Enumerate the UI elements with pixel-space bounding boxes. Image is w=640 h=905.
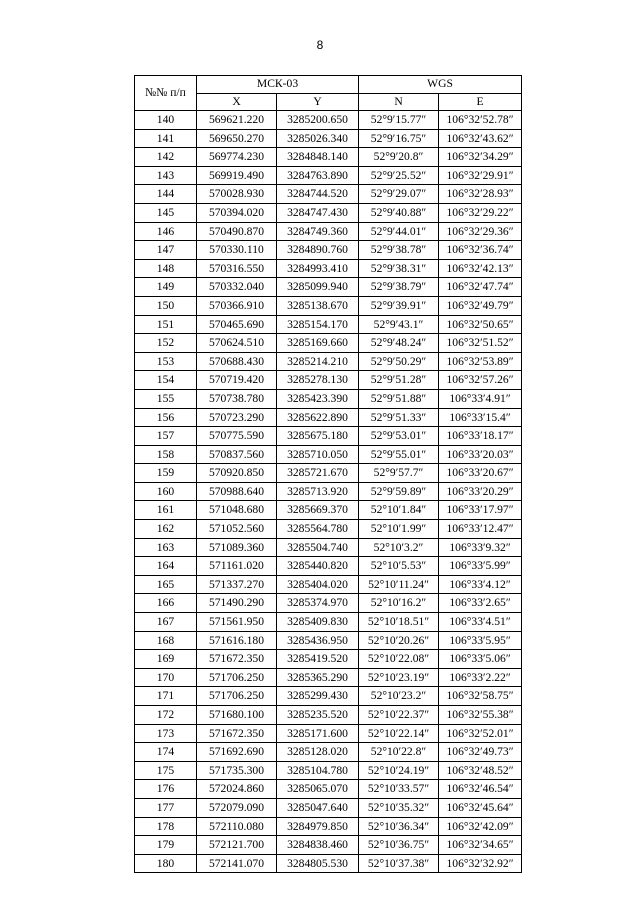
cell-x: 571490.290 bbox=[197, 594, 277, 613]
cell-y: 3285235.520 bbox=[277, 706, 359, 725]
cell-y: 3285409.830 bbox=[277, 613, 359, 632]
cell-y: 3285047.640 bbox=[277, 798, 359, 817]
cell-x: 571672.350 bbox=[197, 724, 277, 743]
cell-n: 52°10′16.2″ bbox=[359, 594, 439, 613]
cell-x: 570775.590 bbox=[197, 427, 277, 446]
cell-row-number: 163 bbox=[135, 538, 197, 557]
cell-e: 106°32′51.52″ bbox=[439, 334, 522, 353]
table-row bbox=[135, 631, 522, 650]
cell-x: 569650.270 bbox=[197, 129, 277, 148]
cell-n: 52°9′59.89″ bbox=[359, 482, 439, 501]
cell-x: 571561.950 bbox=[197, 613, 277, 632]
cell-row-number: 150 bbox=[135, 296, 197, 315]
cell-x: 571680.100 bbox=[197, 706, 277, 725]
cell-e: 106°33′4.51″ bbox=[439, 613, 522, 632]
cell-y: 3285669.370 bbox=[277, 501, 359, 520]
cell-x: 570332.040 bbox=[197, 278, 277, 297]
table-header bbox=[135, 76, 522, 111]
table-row bbox=[135, 650, 522, 669]
cell-y: 3285169.660 bbox=[277, 334, 359, 353]
table-row bbox=[135, 594, 522, 613]
coordinates-table bbox=[134, 75, 522, 873]
cell-x: 572079.090 bbox=[197, 798, 277, 817]
cell-e: 106°32′34.29″ bbox=[439, 148, 522, 167]
table-row bbox=[135, 445, 522, 464]
cell-row-number: 172 bbox=[135, 706, 197, 725]
cell-row-number: 151 bbox=[135, 315, 197, 334]
cell-e: 106°33′20.03″ bbox=[439, 445, 522, 464]
cell-x: 570366.910 bbox=[197, 296, 277, 315]
cell-y: 3285299.430 bbox=[277, 687, 359, 706]
cell-e: 106°32′46.54″ bbox=[439, 780, 522, 799]
cell-y: 3284838.460 bbox=[277, 836, 359, 855]
cell-row-number: 162 bbox=[135, 520, 197, 539]
cell-y: 3285440.820 bbox=[277, 557, 359, 576]
cell-y: 3285154.170 bbox=[277, 315, 359, 334]
cell-n: 52°10′33.57″ bbox=[359, 780, 439, 799]
table-row bbox=[135, 798, 522, 817]
cell-x: 570028.930 bbox=[197, 185, 277, 204]
cell-e: 106°33′18.17″ bbox=[439, 427, 522, 446]
cell-row-number: 153 bbox=[135, 352, 197, 371]
cell-e: 106°32′53.89″ bbox=[439, 352, 522, 371]
cell-x: 572024.860 bbox=[197, 780, 277, 799]
cell-row-number: 171 bbox=[135, 687, 197, 706]
cell-e: 106°33′20.67″ bbox=[439, 464, 522, 483]
cell-n: 52°9′50.29″ bbox=[359, 352, 439, 371]
cell-y: 3284763.890 bbox=[277, 166, 359, 185]
cell-x: 570330.110 bbox=[197, 241, 277, 260]
cell-x: 570988.640 bbox=[197, 482, 277, 501]
cell-x: 570738.780 bbox=[197, 389, 277, 408]
cell-e: 106°33′2.65″ bbox=[439, 594, 522, 613]
cell-x: 571048.680 bbox=[197, 501, 277, 520]
cell-n: 52°9′20.8″ bbox=[359, 148, 439, 167]
table-row bbox=[135, 836, 522, 855]
table-body bbox=[135, 111, 522, 873]
table-row bbox=[135, 408, 522, 427]
table-row bbox=[135, 427, 522, 446]
cell-row-number: 180 bbox=[135, 854, 197, 873]
cell-n: 52°9′25.52″ bbox=[359, 166, 439, 185]
cell-n: 52°9′57.7″ bbox=[359, 464, 439, 483]
cell-y: 3285374.970 bbox=[277, 594, 359, 613]
cell-row-number: 177 bbox=[135, 798, 197, 817]
cell-n: 52°9′43.1″ bbox=[359, 315, 439, 334]
cell-row-number: 147 bbox=[135, 241, 197, 260]
cell-e: 106°32′45.64″ bbox=[439, 798, 522, 817]
cell-e: 106°33′20.29″ bbox=[439, 482, 522, 501]
cell-y: 3285436.950 bbox=[277, 631, 359, 650]
page-number: 8 bbox=[316, 38, 324, 52]
cell-e: 106°32′43.62″ bbox=[439, 129, 522, 148]
cell-y: 3284848.140 bbox=[277, 148, 359, 167]
header-msk03: МСК-03 bbox=[197, 76, 359, 94]
table-row bbox=[135, 166, 522, 185]
cell-row-number: 152 bbox=[135, 334, 197, 353]
cell-e: 106°32′28.93″ bbox=[439, 185, 522, 204]
cell-x: 571052.560 bbox=[197, 520, 277, 539]
cell-n: 52°9′38.31″ bbox=[359, 259, 439, 278]
cell-y: 3285099.940 bbox=[277, 278, 359, 297]
cell-y: 3285200.650 bbox=[277, 111, 359, 130]
cell-n: 52°9′55.01″ bbox=[359, 445, 439, 464]
table-row bbox=[135, 185, 522, 204]
cell-x: 570837.560 bbox=[197, 445, 277, 464]
cell-row-number: 178 bbox=[135, 817, 197, 836]
cell-e: 106°32′58.75″ bbox=[439, 687, 522, 706]
cell-x: 572121.700 bbox=[197, 836, 277, 855]
table-row bbox=[135, 129, 522, 148]
header-row-number: №№ п/п bbox=[135, 76, 197, 111]
cell-n: 52°9′48.24″ bbox=[359, 334, 439, 353]
cell-x: 569621.220 bbox=[197, 111, 277, 130]
cell-e: 106°33′4.12″ bbox=[439, 575, 522, 594]
cell-n: 52°9′29.07″ bbox=[359, 185, 439, 204]
cell-e: 106°32′57.26″ bbox=[439, 371, 522, 390]
cell-row-number: 159 bbox=[135, 464, 197, 483]
cell-y: 3285675.180 bbox=[277, 427, 359, 446]
cell-n: 52°10′23.2″ bbox=[359, 687, 439, 706]
cell-row-number: 164 bbox=[135, 557, 197, 576]
cell-x: 571616.180 bbox=[197, 631, 277, 650]
table-row bbox=[135, 501, 522, 520]
cell-n: 52°9′44.01″ bbox=[359, 222, 439, 241]
cell-y: 3285065.070 bbox=[277, 780, 359, 799]
cell-row-number: 176 bbox=[135, 780, 197, 799]
header-y: Y bbox=[277, 93, 359, 111]
header-x: X bbox=[197, 93, 277, 111]
cell-n: 52°10′20.26″ bbox=[359, 631, 439, 650]
cell-n: 52°10′3.2″ bbox=[359, 538, 439, 557]
table-row bbox=[135, 111, 522, 130]
cell-y: 3285138.670 bbox=[277, 296, 359, 315]
table-row bbox=[135, 241, 522, 260]
cell-y: 3284749.360 bbox=[277, 222, 359, 241]
cell-x: 569774.230 bbox=[197, 148, 277, 167]
cell-x: 570490.870 bbox=[197, 222, 277, 241]
cell-n: 52°10′22.08″ bbox=[359, 650, 439, 669]
cell-n: 52°9′38.78″ bbox=[359, 241, 439, 260]
cell-e: 106°32′47.74″ bbox=[439, 278, 522, 297]
header-n: N bbox=[359, 93, 439, 111]
cell-e: 106°32′52.01″ bbox=[439, 724, 522, 743]
header-wgs: WGS bbox=[359, 76, 522, 94]
cell-e: 106°32′55.38″ bbox=[439, 706, 522, 725]
cell-n: 52°10′22.37″ bbox=[359, 706, 439, 725]
cell-n: 52°10′1.84″ bbox=[359, 501, 439, 520]
cell-e: 106°32′29.91″ bbox=[439, 166, 522, 185]
cell-row-number: 161 bbox=[135, 501, 197, 520]
cell-n: 52°10′23.19″ bbox=[359, 668, 439, 687]
cell-y: 3285404.020 bbox=[277, 575, 359, 594]
cell-y: 3284805.530 bbox=[277, 854, 359, 873]
cell-n: 52°9′39.91″ bbox=[359, 296, 439, 315]
cell-row-number: 173 bbox=[135, 724, 197, 743]
table-row bbox=[135, 315, 522, 334]
cell-row-number: 174 bbox=[135, 743, 197, 762]
cell-row-number: 179 bbox=[135, 836, 197, 855]
cell-e: 106°32′29.22″ bbox=[439, 203, 522, 222]
cell-x: 571672.350 bbox=[197, 650, 277, 669]
cell-e: 106°32′49.73″ bbox=[439, 743, 522, 762]
cell-x: 570465.690 bbox=[197, 315, 277, 334]
table-row bbox=[135, 296, 522, 315]
cell-n: 52°10′37.38″ bbox=[359, 854, 439, 873]
cell-y: 3284744.520 bbox=[277, 185, 359, 204]
table-row bbox=[135, 668, 522, 687]
cell-e: 106°33′2.22″ bbox=[439, 668, 522, 687]
cell-y: 3285171.600 bbox=[277, 724, 359, 743]
cell-e: 106°33′15.4″ bbox=[439, 408, 522, 427]
table-row bbox=[135, 259, 522, 278]
cell-x: 571161.020 bbox=[197, 557, 277, 576]
table-row bbox=[135, 706, 522, 725]
cell-n: 52°9′15.77″ bbox=[359, 111, 439, 130]
cell-e: 106°33′5.95″ bbox=[439, 631, 522, 650]
table-row bbox=[135, 389, 522, 408]
cell-e: 106°32′52.78″ bbox=[439, 111, 522, 130]
table-row bbox=[135, 203, 522, 222]
cell-x: 570624.510 bbox=[197, 334, 277, 353]
cell-x: 571735.300 bbox=[197, 761, 277, 780]
cell-e: 106°32′50.65″ bbox=[439, 315, 522, 334]
cell-n: 52°10′11.24″ bbox=[359, 575, 439, 594]
table-row bbox=[135, 222, 522, 241]
cell-y: 3285504.740 bbox=[277, 538, 359, 557]
cell-row-number: 146 bbox=[135, 222, 197, 241]
cell-y: 3285365.290 bbox=[277, 668, 359, 687]
cell-x: 571337.270 bbox=[197, 575, 277, 594]
cell-n: 52°10′5.53″ bbox=[359, 557, 439, 576]
cell-e: 106°33′5.06″ bbox=[439, 650, 522, 669]
cell-e: 106°32′32.92″ bbox=[439, 854, 522, 873]
cell-row-number: 170 bbox=[135, 668, 197, 687]
cell-y: 3285721.670 bbox=[277, 464, 359, 483]
cell-y: 3285710.050 bbox=[277, 445, 359, 464]
cell-x: 571706.250 bbox=[197, 687, 277, 706]
cell-n: 52°10′36.34″ bbox=[359, 817, 439, 836]
cell-row-number: 160 bbox=[135, 482, 197, 501]
table-row bbox=[135, 575, 522, 594]
cell-row-number: 165 bbox=[135, 575, 197, 594]
table-row bbox=[135, 743, 522, 762]
cell-x: 572141.070 bbox=[197, 854, 277, 873]
cell-n: 52°9′16.75″ bbox=[359, 129, 439, 148]
cell-row-number: 140 bbox=[135, 111, 197, 130]
table-row bbox=[135, 687, 522, 706]
cell-y: 3285713.920 bbox=[277, 482, 359, 501]
cell-row-number: 154 bbox=[135, 371, 197, 390]
cell-x: 570394.020 bbox=[197, 203, 277, 222]
cell-row-number: 168 bbox=[135, 631, 197, 650]
cell-x: 570920.850 bbox=[197, 464, 277, 483]
cell-e: 106°32′34.65″ bbox=[439, 836, 522, 855]
cell-y: 3284993.410 bbox=[277, 259, 359, 278]
table-row bbox=[135, 817, 522, 836]
cell-row-number: 166 bbox=[135, 594, 197, 613]
cell-y: 3285128.020 bbox=[277, 743, 359, 762]
cell-n: 52°9′51.88″ bbox=[359, 389, 439, 408]
cell-n: 52°9′51.33″ bbox=[359, 408, 439, 427]
cell-row-number: 156 bbox=[135, 408, 197, 427]
cell-n: 52°10′22.8″ bbox=[359, 743, 439, 762]
cell-e: 106°32′48.52″ bbox=[439, 761, 522, 780]
table-row bbox=[135, 482, 522, 501]
cell-n: 52°9′51.28″ bbox=[359, 371, 439, 390]
table-row bbox=[135, 464, 522, 483]
cell-y: 3285419.520 bbox=[277, 650, 359, 669]
cell-y: 3285564.780 bbox=[277, 520, 359, 539]
cell-row-number: 148 bbox=[135, 259, 197, 278]
cell-row-number: 175 bbox=[135, 761, 197, 780]
cell-e: 106°32′29.36″ bbox=[439, 222, 522, 241]
cell-e: 106°32′49.79″ bbox=[439, 296, 522, 315]
cell-n: 52°10′36.75″ bbox=[359, 836, 439, 855]
cell-row-number: 141 bbox=[135, 129, 197, 148]
table-row bbox=[135, 854, 522, 873]
cell-e: 106°33′4.91″ bbox=[439, 389, 522, 408]
cell-n: 52°10′1.99″ bbox=[359, 520, 439, 539]
cell-x: 569919.490 bbox=[197, 166, 277, 185]
table-row bbox=[135, 538, 522, 557]
cell-y: 3284747.430 bbox=[277, 203, 359, 222]
cell-n: 52°9′40.88″ bbox=[359, 203, 439, 222]
cell-row-number: 149 bbox=[135, 278, 197, 297]
cell-n: 52°9′38.79″ bbox=[359, 278, 439, 297]
table-row bbox=[135, 278, 522, 297]
cell-e: 106°33′5.99″ bbox=[439, 557, 522, 576]
cell-e: 106°32′42.13″ bbox=[439, 259, 522, 278]
table-row bbox=[135, 761, 522, 780]
table-row bbox=[135, 148, 522, 167]
cell-y: 3285214.210 bbox=[277, 352, 359, 371]
table-row bbox=[135, 780, 522, 799]
cell-row-number: 169 bbox=[135, 650, 197, 669]
table-row bbox=[135, 371, 522, 390]
cell-x: 570719.420 bbox=[197, 371, 277, 390]
cell-n: 52°10′35.32″ bbox=[359, 798, 439, 817]
cell-y: 3285622.890 bbox=[277, 408, 359, 427]
cell-x: 570688.430 bbox=[197, 352, 277, 371]
cell-y: 3285104.780 bbox=[277, 761, 359, 780]
cell-x: 570723.290 bbox=[197, 408, 277, 427]
cell-e: 106°33′12.47″ bbox=[439, 520, 522, 539]
cell-row-number: 144 bbox=[135, 185, 197, 204]
table-row bbox=[135, 334, 522, 353]
cell-x: 571089.360 bbox=[197, 538, 277, 557]
cell-n: 52°10′18.51″ bbox=[359, 613, 439, 632]
table-row bbox=[135, 520, 522, 539]
cell-y: 3284979.850 bbox=[277, 817, 359, 836]
cell-e: 106°32′36.74″ bbox=[439, 241, 522, 260]
table-row bbox=[135, 724, 522, 743]
cell-y: 3285278.130 bbox=[277, 371, 359, 390]
cell-row-number: 145 bbox=[135, 203, 197, 222]
table-row bbox=[135, 557, 522, 576]
cell-row-number: 167 bbox=[135, 613, 197, 632]
cell-y: 3285423.390 bbox=[277, 389, 359, 408]
header-e: E bbox=[439, 93, 522, 111]
cell-y: 3285026.340 bbox=[277, 129, 359, 148]
cell-row-number: 157 bbox=[135, 427, 197, 446]
cell-x: 572110.080 bbox=[197, 817, 277, 836]
cell-x: 570316.550 bbox=[197, 259, 277, 278]
cell-row-number: 143 bbox=[135, 166, 197, 185]
cell-row-number: 158 bbox=[135, 445, 197, 464]
cell-e: 106°32′42.09″ bbox=[439, 817, 522, 836]
table-row bbox=[135, 613, 522, 632]
table-row bbox=[135, 352, 522, 371]
cell-e: 106°33′17.97″ bbox=[439, 501, 522, 520]
cell-n: 52°10′24.19″ bbox=[359, 761, 439, 780]
cell-row-number: 142 bbox=[135, 148, 197, 167]
cell-x: 571706.250 bbox=[197, 668, 277, 687]
cell-n: 52°9′53.01″ bbox=[359, 427, 439, 446]
cell-x: 571692.690 bbox=[197, 743, 277, 762]
cell-row-number: 155 bbox=[135, 389, 197, 408]
cell-y: 3284890.760 bbox=[277, 241, 359, 260]
cell-e: 106°33′9.32″ bbox=[439, 538, 522, 557]
cell-n: 52°10′22.14″ bbox=[359, 724, 439, 743]
